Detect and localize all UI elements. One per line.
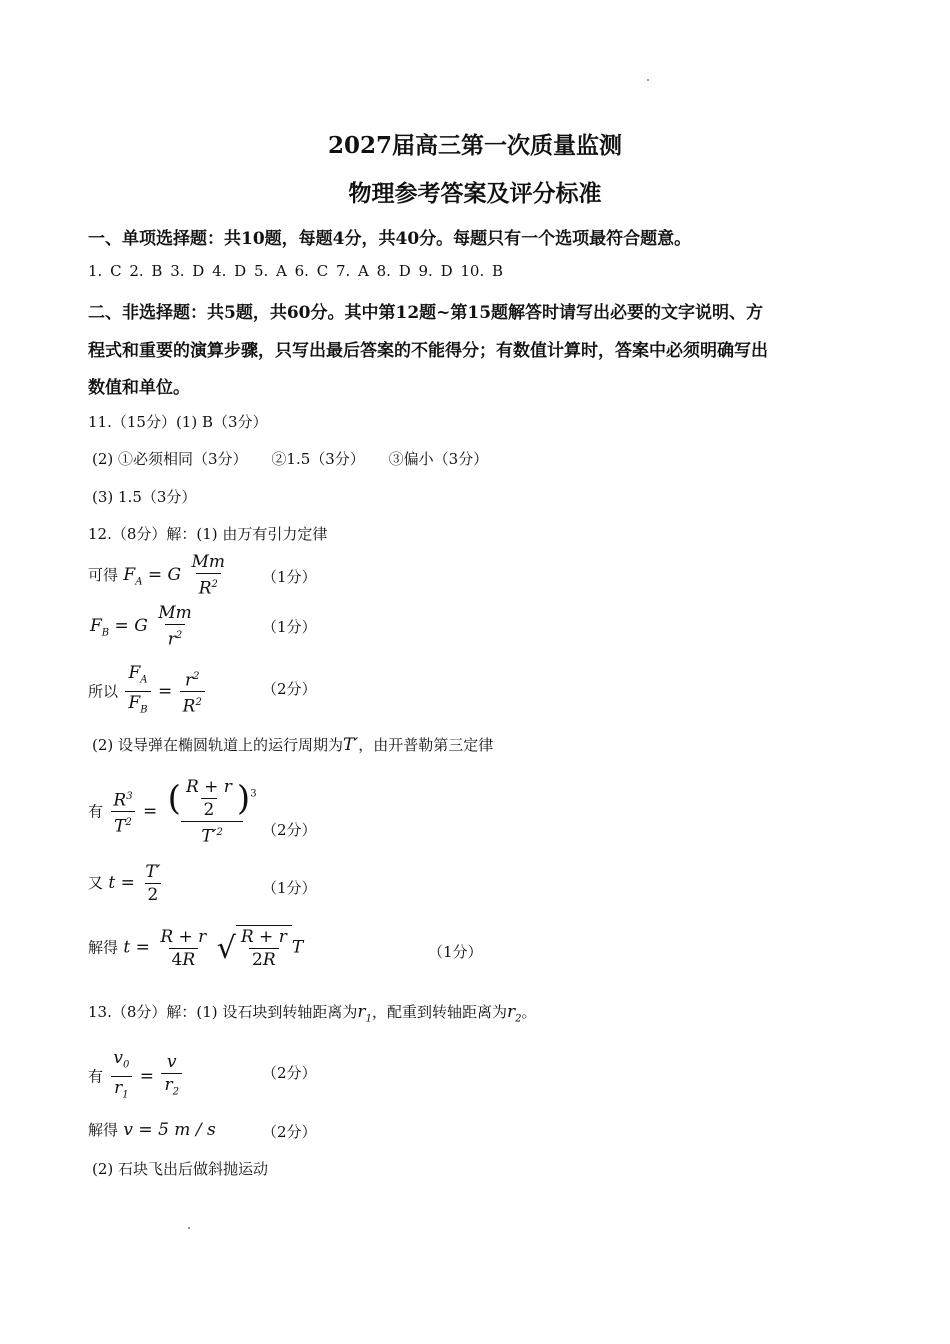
q12-eq2-score: （1分）: [262, 618, 317, 636]
q13-eq2: [88, 1119, 216, 1140]
eq-prefix: 有: [88, 1067, 104, 1086]
q12-eq1-score: （1分）: [262, 568, 317, 586]
q12-eq6-score: （1分）: [428, 943, 483, 961]
q12-eq3-score: （2分）: [262, 680, 317, 698]
q13-eq2-score: （2分）: [262, 1123, 317, 1141]
q12-eq6: 解得 t = $\frac{R + r}{4R}$ √ $\frac{R + r}{2R}$ T: [88, 926, 304, 970]
eq-prefix: 所以: [88, 682, 119, 701]
q11-line2: (2) ①必须相同（3分） ②1.5（3分） ③偏小（3分）: [92, 450, 489, 468]
q13-eq1: 有 $\frac{v_0}{r_1}$ = $\frac{v}{r_2}$: [88, 1047, 184, 1107]
q11-line1: 11.（15分）(1) B（3分）: [88, 413, 268, 431]
q11-line3: (3) 1.5（3分）: [92, 488, 197, 506]
q13-part2: (2) 石块飞出后做斜抛运动: [92, 1160, 269, 1178]
section1-heading: 一、单项选择题：共10题，每题4分，共40分。每题只有一个选项最符合题意。: [88, 229, 692, 249]
eq-prefix: 又: [88, 874, 104, 892]
q12-eq2: $F_B = G$ $\frac{Mm}{r^2}$: [90, 603, 192, 650]
part2-text: (2) 设导弹在椭圆轨道上的运行周期为: [92, 736, 344, 754]
scan-dot: [188, 1227, 190, 1229]
part2-suffix: ，由开普勒第三定律: [358, 736, 494, 754]
eq-prefix: 解得: [88, 1121, 119, 1139]
eq-value: v = 5 m / s: [123, 1120, 216, 1140]
page-title: 2027届高三第一次质量监测: [327, 132, 622, 159]
eq-prefix: 有: [88, 802, 104, 821]
q13-eq1-score: （2分）: [262, 1064, 317, 1082]
q12-eq3: 所以 $\frac{F_A}{F_B}$ = $\frac{r^2}{R^2}$: [88, 662, 207, 722]
intro-c: 。: [521, 1003, 537, 1021]
page-subtitle: 物理参考答案及评分标准: [348, 180, 602, 207]
q12-eq4: 有 $\frac{R^3}{T^2}$ = ( $\frac{R + r}{2}$ )$^3$ $T'^2$: [88, 777, 257, 847]
q12-part2: (2) 设导弹在椭圆轨道上的运行周期为T′，由开普勒第三定律: [92, 735, 494, 755]
scan-dot: [647, 79, 649, 81]
section2-heading-line2: 程式和重要的演算步骤，只写出最后答案的不能得分；有数值计算时，答案中必须明确写出: [88, 341, 768, 361]
section2-heading-line3: 数值和单位。: [88, 378, 190, 398]
q12-eq4-score: （2分）: [262, 821, 317, 839]
q13-intro: 13.（8分）解：(1) 设石块到转轴距离为$r_1$，配重到转轴距离为$r_2$。: [88, 1002, 537, 1025]
q12-eq5-score: （1分）: [262, 879, 317, 897]
intro-b: ，配重到转轴距离为: [371, 1003, 507, 1021]
q12-eq1: 可得 $F_A = G$ $\frac{Mm}{R^2}$: [88, 552, 226, 599]
q12-eq5: 又 t = $\frac{T'}{2}$: [88, 862, 161, 905]
q12-intro: 12.（8分）解：(1) 由万有引力定律: [88, 525, 328, 543]
intro-a: 13.（8分）解：(1) 设石块到转轴距离为: [88, 1003, 358, 1021]
eq-prefix: 可得: [88, 565, 119, 584]
section2-heading-line1: 二、非选择题：共5题，共60分。其中第12题~第15题解答时请写出必要的文字说明、方: [88, 303, 764, 323]
section1-answers: 1. C 2. B 3. D 4. D 5. A 6. C 7. A 8. D 9. D 10. B: [88, 262, 504, 280]
eq-prefix: 解得: [88, 938, 119, 957]
